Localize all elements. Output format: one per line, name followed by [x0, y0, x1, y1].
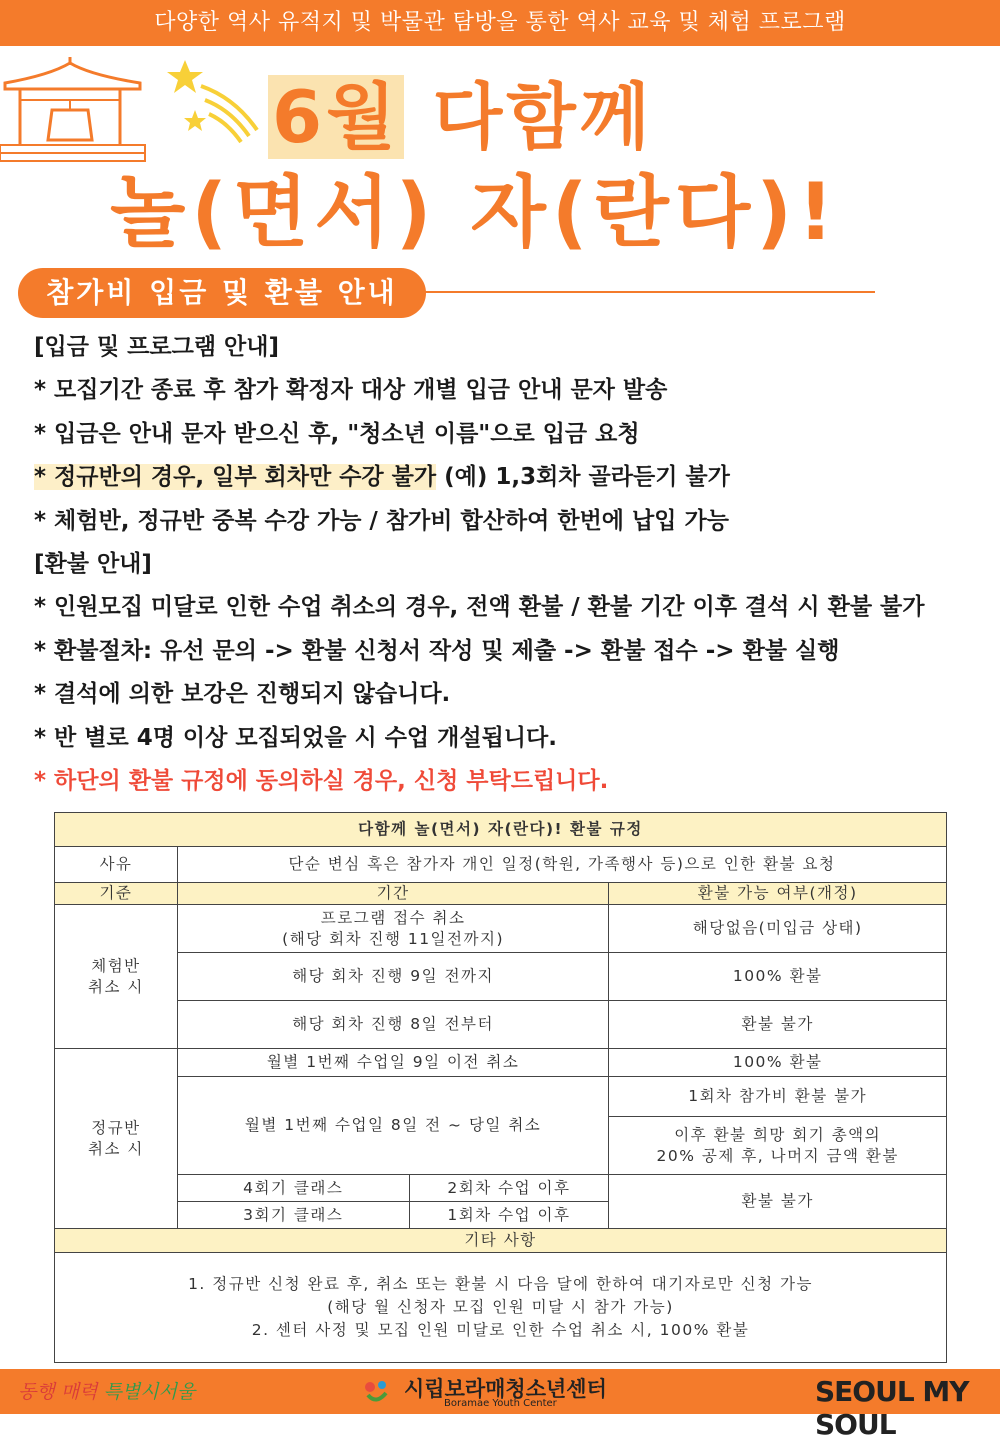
center-name: 시립보라매청소년센터 [404, 1377, 607, 1401]
reason-label: 사유 [55, 847, 178, 883]
table-cell: 프로그램 접수 취소 (해당 회차 진행 11일전까지) [177, 905, 608, 953]
table-cell: 해당없음(미입금 상태) [609, 905, 947, 953]
info-alert-line: * 하단의 환불 규정에 동의하실 경우, 신청 부탁드립니다. [34, 767, 609, 794]
shooting-star-icon [165, 58, 265, 148]
info-line: * 모집기간 종료 후 참가 확정자 대상 개별 입금 안내 문자 발송 [34, 377, 668, 404]
table-cell: 4회기 클래스 [177, 1175, 409, 1202]
bell-pavilion-icon [0, 55, 150, 165]
center-emblem-icon [362, 1379, 390, 1405]
info-line: * 체험반, 정규반 중복 수강 가능 / 참가비 합산하여 한번에 납입 가능 [34, 507, 729, 534]
table-cell: 이후 환불 희망 회기 총액의 20% 공제 후, 나머지 금액 환불 [609, 1117, 947, 1175]
section-divider [420, 291, 875, 293]
info-heading-refund: [환불 안내] [34, 550, 152, 577]
table-cell: 1회차 참가비 환불 불가 [609, 1077, 947, 1117]
header-period: 기간 [177, 883, 608, 905]
header-basis: 기준 [55, 883, 178, 905]
table-cell: 2회차 수업 이후 [409, 1175, 609, 1202]
etc-notes: 1. 정규반 신청 완료 후, 취소 또는 환불 시 다음 달에 한하여 대기자로만 신청 가능 (해당 월 신청자 모집 인원 미달 시 참가 가능) 2. 센터 사정 및 모집 인원 미달로 인한 수업 취소 시, 100% 환불 [55, 1253, 947, 1363]
info-line: * 결석에 의한 보강은 진행되지 않습니다. [34, 681, 451, 708]
table-cell: 100% 환불 [609, 1049, 947, 1077]
etc-title: 기타 사항 [55, 1229, 947, 1253]
table-cell: 1회차 수업 이후 [409, 1202, 609, 1229]
top-banner: 다양한 역사 유적지 및 박물관 탐방을 통한 역사 교육 및 체험 프로그램 [0, 0, 1000, 46]
table-cell: 환불 불가 [609, 1175, 947, 1229]
table-cell: 환불 불가 [609, 1001, 947, 1049]
table-cell: 해당 회차 진행 9일 전까지 [177, 953, 608, 1001]
seoul-my-soul-logo: SEOUL MY SOUL [815, 1375, 969, 1441]
title-line-2: 놀(면서) 자(란다)! [110, 168, 840, 258]
info-heading-payment: [입금 및 프로그램 안내] [34, 334, 280, 360]
table-cell: 월별 1번째 수업일 9일 이전 취소 [177, 1049, 608, 1077]
table-cell: 100% 환불 [609, 953, 947, 1001]
header-refund: 환불 가능 여부(개정) [609, 883, 947, 905]
info-line: * 환불절차: 유선 문의 -> 환불 신청서 작성 및 제출 -> 환불 접수 -> 환불 실행 [34, 637, 840, 664]
info-example-text: (예) 1,3회차 골라듣기 불가 [436, 464, 730, 491]
table-cell: 3회기 클래스 [177, 1202, 409, 1229]
table-title: 다함께 놀(면서) 자(란다)! 환불 규정 [55, 813, 947, 847]
title-month-highlight: 6월 [268, 75, 404, 159]
info-highlight-text: * 정규반의 경우, 일부 회차만 수강 불가 [34, 464, 437, 491]
title-together: 다함께 [432, 75, 654, 159]
center-name-en: Boramae Youth Center [444, 1398, 557, 1409]
refund-policy-table [54, 812, 947, 1363]
table-cell: 월별 1번째 수업일 8일 전 ~ 당일 취소 [177, 1077, 608, 1175]
seoul-slogan-logo: 동행 매력 특별시서울 [18, 1381, 196, 1403]
regular-class-label: 정규반 취소 시 [55, 1049, 178, 1229]
info-line: * 입금은 안내 문자 받으신 후, "청소년 이름"으로 입금 요청 [34, 420, 640, 447]
info-line: * 반 별로 4명 이상 모집되었을 시 수업 개설됩니다. [34, 724, 557, 751]
info-line-highlighted [34, 456, 994, 499]
info-line: * 인원모집 미달로 인한 수업 취소의 경우, 전액 환불 / 환불 기간 이후 결석 시 환불 불가 [34, 594, 925, 621]
reason-value: 단순 변심 혹은 참가자 개인 일정(학원, 가족행사 등)으로 인한 환불 요청 [177, 847, 946, 883]
info-list [34, 326, 994, 803]
section-heading: 참가비 입금 및 환불 안내 [18, 268, 426, 318]
title-line-1 [268, 72, 653, 162]
footer-bar [0, 1369, 1000, 1441]
table-cell: 해당 회차 진행 8일 전부터 [177, 1001, 608, 1049]
experience-class-label: 체험반 취소 시 [55, 905, 178, 1049]
center-logo [362, 1373, 662, 1411]
